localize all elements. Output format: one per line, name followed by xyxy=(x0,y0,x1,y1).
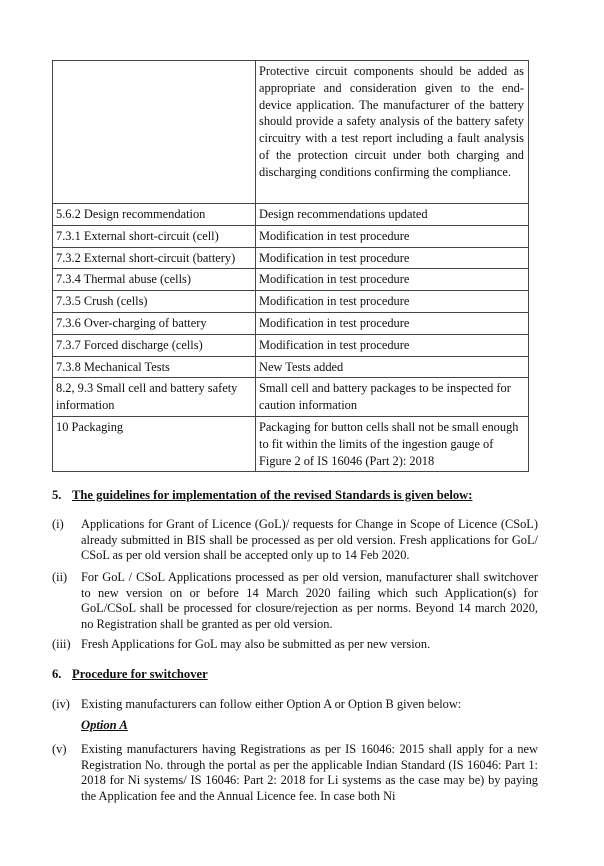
changes-table xyxy=(52,60,529,472)
list-item xyxy=(52,517,538,564)
table-row xyxy=(53,378,529,417)
table-row xyxy=(53,312,529,334)
table-row xyxy=(53,416,529,471)
list-item xyxy=(52,697,538,713)
table-cell-clause xyxy=(53,61,256,204)
table-cell-clause: 5.6.2 Design recommendation xyxy=(53,204,256,226)
table-row xyxy=(53,291,529,313)
list-marker: (i) xyxy=(52,517,64,531)
table-cell-clause: 7.3.7 Forced discharge (cells) xyxy=(53,334,256,356)
list-item xyxy=(52,570,538,632)
table-row xyxy=(53,269,529,291)
table-cell-change: Small cell and battery packages to be inspected for caution information xyxy=(256,378,529,417)
table-cell-clause: 8.2, 9.3 Small cell and battery safety information xyxy=(53,378,256,417)
table-cell-clause: 7.3.4 Thermal abuse (cells) xyxy=(53,269,256,291)
table-cell-change: Modification in test procedure xyxy=(256,312,529,334)
table-cell-change: Modification in test procedure xyxy=(256,334,529,356)
table-row xyxy=(53,61,529,204)
list-marker: (ii) xyxy=(52,570,68,584)
section-6-heading xyxy=(52,667,208,682)
table-row xyxy=(53,225,529,247)
list-text: For GoL / CSoL Applications processed as per old version, manufacturer shall switchover to new version on or before 14 March 2020 failing which such Application(s) for GoL/CSoL shall be processed for closure/rejection as per norms. Beyond 14 march 2020, no Registration shall be granted as per old version. xyxy=(81,570,538,631)
table-cell-change: Modification in test procedure xyxy=(256,225,529,247)
section-title: The guidelines for implementation of the revised Standards is given below: xyxy=(72,488,473,502)
table-cell-change: Packaging for button cells shall not be small enough to fit within the limits of the ingestion gauge of Figure 2 of IS 16046 (Part 2): 2018 xyxy=(256,416,529,471)
table-cell-clause: 7.3.8 Mechanical Tests xyxy=(53,356,256,378)
list-marker: (iii) xyxy=(52,637,71,651)
section-number: 5. xyxy=(52,488,62,502)
list-text: Existing manufacturers can follow either Option A or Option B given below: xyxy=(81,697,462,711)
list-text: Fresh Applications for GoL may also be submitted as per new version. xyxy=(81,637,431,651)
table-cell-clause: 7.3.1 External short-circuit (cell) xyxy=(53,225,256,247)
list-marker: (iv) xyxy=(52,697,70,711)
table-cell-change: New Tests added xyxy=(256,356,529,378)
table-cell-clause: 7.3.6 Over-charging of battery xyxy=(53,312,256,334)
option-a-heading: Option A xyxy=(81,718,128,732)
section-title: Procedure for switchover xyxy=(72,667,208,681)
list-marker: (v) xyxy=(52,742,67,756)
list-text: Existing manufacturers having Registrations as per IS 16046: 2015 shall apply for a new Registration No. through the portal as per the applicable Indian Standard (IS 16046: Part 1: 2018 for Ni systems/ IS 16046: Part 2: 2018 for Li systems as the case may be) by paying the Application fee and the Annual Licence fee. In case both Ni xyxy=(81,742,538,803)
table-row xyxy=(53,247,529,269)
table-row xyxy=(53,334,529,356)
table-cell-clause: 10 Packaging xyxy=(53,416,256,471)
table-cell-change: Modification in test procedure xyxy=(256,269,529,291)
section-5-heading xyxy=(52,488,472,503)
table-cell-clause: 7.3.5 Crush (cells) xyxy=(53,291,256,313)
table-cell-clause: 7.3.2 External short-circuit (battery) xyxy=(53,247,256,269)
section-number: 6. xyxy=(52,667,62,681)
table-cell-change: Protective circuit components should be added as appropriate and consideration given to the end-device application. The manufacturer of the battery should provide a safety analysis of the battery safety circuitry with a test report including a fault analysis of the protection circuit under both charging and discharging conditions confirming the compliance. xyxy=(256,61,529,204)
list-item xyxy=(52,637,538,653)
list-item xyxy=(52,742,538,804)
table-row xyxy=(53,356,529,378)
table-cell-change: Modification in test procedure xyxy=(256,291,529,313)
table-cell-change: Modification in test procedure xyxy=(256,247,529,269)
list-text: Applications for Grant of Licence (GoL)/ requests for Change in Scope of Licence (CSoL) already submitted in BIS shall be processed as per old version. Fresh applications for GoL/ CSoL as per old version shall be accepted only up to 14 Feb 2020. xyxy=(81,517,538,563)
table-row xyxy=(53,204,529,226)
table-cell-change: Design recommendations updated xyxy=(256,204,529,226)
